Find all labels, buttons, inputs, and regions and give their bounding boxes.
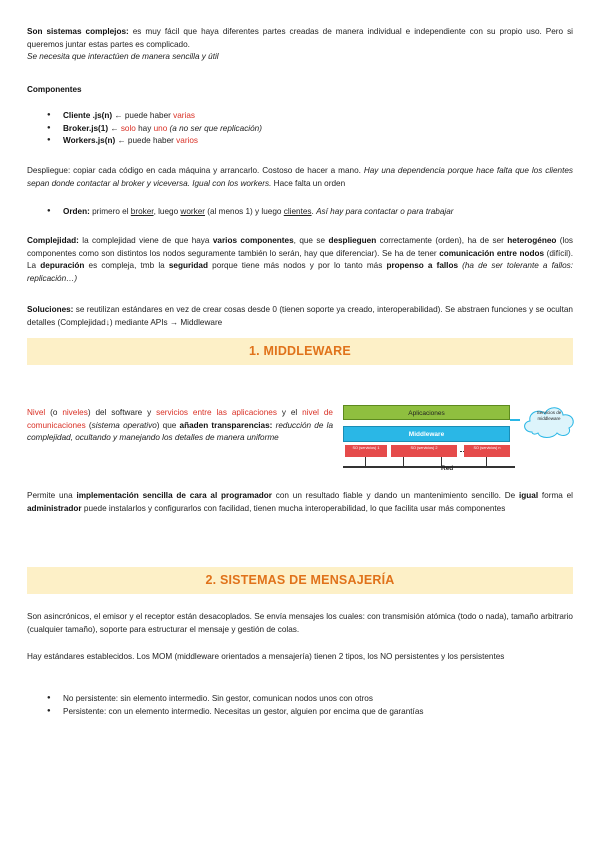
intro-bold: Son sistemas complejos: bbox=[27, 27, 129, 36]
order-list bbox=[27, 206, 573, 219]
middleware-diagram bbox=[343, 405, 578, 473]
intro-italic: Se necesita que interactúen de manera sencilla y útil bbox=[27, 52, 219, 62]
diagram-connector bbox=[403, 457, 404, 466]
intro-text: es muy fácil que haya diferentes partes creadas de manera individual e independiente con su propio uso. Pero si queremos juntar estas partes es complicado. bbox=[27, 27, 573, 49]
messaging-list bbox=[27, 693, 573, 718]
diagram-network-line bbox=[343, 466, 515, 468]
list-item: ● Persistente: con un elemento intermedio. Necesitas un gestor, alguien por encima que de garantías bbox=[63, 706, 573, 719]
components-title: Componentes bbox=[27, 85, 82, 94]
diagram-network-label: Red bbox=[441, 465, 454, 472]
list-item: ● Orden: primero el broker, luego worker (al menos 1) y luego clientes. Así hay para contactar o para trabajar bbox=[63, 206, 573, 219]
diagram-os-box-1: SO (servicios) 1 bbox=[345, 445, 387, 457]
diagram-arrow bbox=[510, 419, 520, 421]
messaging-paragraph-2: Hay estándares establecidos. Los MOM (middleware orientados a mensajería) tienen 2 tipos, los NO persistentes y los persistentes bbox=[27, 652, 505, 661]
middleware-definition: Nivel (o niveles) del software y servicios entre las aplicaciones y el nivel de comunicaciones (sistema operativo) que añaden transparencias: reducción de la complejidad, ocultando y manejando los detalles de manera uniforme bbox=[27, 408, 333, 443]
diagram-os-box-n: SO (servicios) n bbox=[464, 445, 510, 457]
deploy-paragraph: Despliegue: copiar cada código en cada máquina y arrancarlo. Costoso de hacer a mano. Hay una dependencia porque hace falta que los clientes sepan donde contactar al broker y viceversa. Igual con los workers. Hace falta un orden bbox=[27, 166, 573, 188]
diagram-middleware-layer: Middleware bbox=[343, 426, 510, 442]
list-item: ● Workers.js(n) ← puede haber varios bbox=[63, 135, 573, 148]
components-list bbox=[27, 110, 573, 148]
section-heading-middleware: 1. MIDDLEWARE bbox=[27, 338, 573, 365]
diagram-applications-layer: Aplicaciones bbox=[343, 405, 510, 420]
section-heading-messaging: 2. SISTEMAS DE MENSAJERÍA bbox=[27, 567, 573, 594]
list-item: ● Broker.js(1) ← solo hay uno (a no ser que replicación) bbox=[63, 123, 573, 136]
diagram-cloud-label: Servicios de middleware bbox=[536, 410, 562, 421]
middleware-implementation: Permite una implementación sencilla de cara al programador con un resultado fiable y dando un mantenimiento sencillo. De igual forma el administrador puede instalarlos y configurarlos con facilidad, tienen mucha interoperabilidad, lo que facilita usar más componentes bbox=[27, 491, 573, 513]
solutions-paragraph: Soluciones: se reutilizan estándares en vez de crear cosas desde 0 (tienen soporte ya creado, interoperabilidad). Se abstraen funciones y se ocultan detalles (Complejidad↓) mediante APIs → Middleware bbox=[27, 305, 573, 327]
list-item: ● Cliente .js(n) ← puede haber varias bbox=[63, 110, 573, 123]
complexity-paragraph: Complejidad: la complejidad viene de que haya varios componentes, que se desplieguen correctamente (orden), ha de ser heterogéneo (los componentes como son distintos los nodos seguramente también lo serán, hay que diferenciar). Se ha de tener comunicación entre nodos (difícil). La depuración es compleja, tmb la seguridad porque tiene más nodos y por lo tanto más propenso a fallos (ha de ser tolerante a fallos: replicación…) bbox=[27, 236, 574, 284]
intro-paragraph bbox=[27, 26, 573, 64]
list-item: ● No persistente: sin elemento intermedio. Sin gestor, comunican nodos unos con otros bbox=[63, 693, 573, 706]
diagram-os-box-2: SO (servicios) 2 bbox=[391, 445, 457, 457]
messaging-paragraph-1: Son asincrónicos, el emisor y el receptor están desacoplados. Se envía mensajes los cuales: con transmisión atómica (todo o nada), tamaño arbitrario (cualquier tamaño), soporte para estructurar el mensaje y gestión de colas. bbox=[27, 612, 573, 634]
diagram-connector bbox=[486, 457, 487, 466]
diagram-connector bbox=[365, 457, 366, 466]
